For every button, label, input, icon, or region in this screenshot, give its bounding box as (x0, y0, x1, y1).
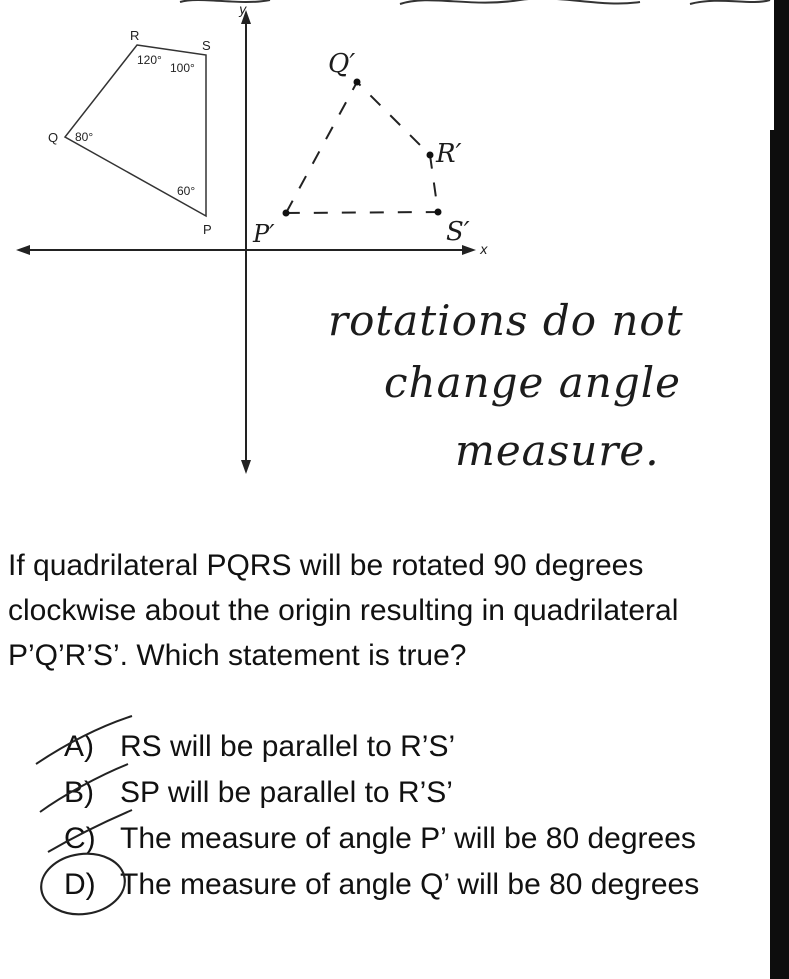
angle-label-p: 60° (177, 184, 196, 198)
choice-a[interactable] (64, 724, 764, 770)
angle-label-s: 100° (170, 61, 195, 75)
vertex-label-s: S (202, 38, 211, 53)
vertex-label-q: Q (48, 130, 59, 145)
choice-b-letter: B) (64, 776, 94, 809)
choice-d-letter: D) (64, 868, 96, 901)
choice-d-text: The measure of angle Q’ will be 80 degrees (120, 868, 700, 901)
y-axis-bottom-arrow (241, 460, 251, 474)
choice-d[interactable] (64, 862, 764, 908)
x-axis-label: x (480, 243, 488, 258)
hand-label-r-prime: R′ (436, 139, 462, 169)
point-q-prime (354, 79, 361, 86)
choice-b-text: SP will be parallel to R’S’ (120, 776, 453, 809)
choice-c-letter: C) (64, 822, 96, 855)
choice-c-text: The measure of angle P’ will be 80 degrees (120, 822, 696, 855)
rotated-quadrilateral-sketch (252, 49, 470, 248)
quadrilateral-pqrs (48, 28, 212, 237)
answer-choices (64, 724, 764, 908)
question-text: If quadrilateral PQRS will be rotated 90 degrees clockwise about the origin resulting in quadrilateral P’Q’R’S’. Which statement is true? (8, 549, 679, 672)
y-axis-label: y (239, 3, 247, 18)
handwritten-note-line2: change angle (384, 358, 682, 407)
choice-a-letter: A) (64, 730, 94, 763)
point-r-prime (427, 152, 434, 159)
choice-a-text: RS will be parallel to R’S’ (120, 730, 456, 763)
angle-label-r: 120° (137, 53, 162, 67)
point-p-prime (283, 210, 290, 217)
hand-label-p-prime: P′ (253, 220, 275, 248)
handwritten-note-line1: rotations do not (328, 296, 684, 345)
vertex-label-p: P (203, 222, 212, 237)
point-s-prime (435, 209, 442, 216)
choice-b[interactable] (64, 770, 764, 816)
angle-label-q: 80° (75, 130, 94, 144)
hand-label-s-prime: S′ (446, 217, 470, 247)
rotated-dashed-outline (286, 82, 438, 213)
hand-label-q-prime: Q′ (328, 49, 356, 79)
handwritten-note-line3: measure. (455, 426, 660, 475)
x-axis-left-arrow (16, 245, 30, 255)
vertex-label-r: R (130, 28, 140, 43)
choice-c[interactable] (64, 816, 764, 862)
top-scribble-mark (180, 0, 770, 4)
